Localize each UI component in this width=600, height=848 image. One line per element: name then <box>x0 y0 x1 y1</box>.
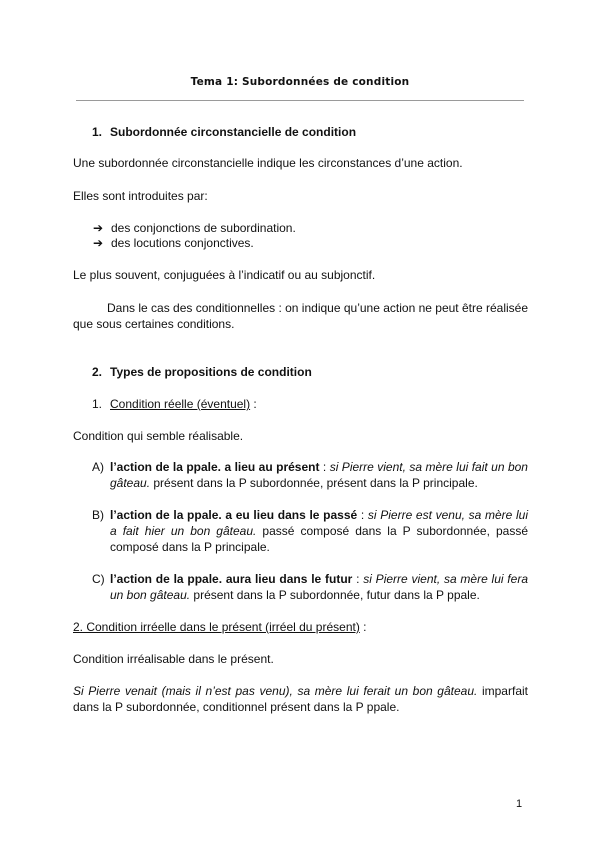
section-2-heading <box>92 364 547 380</box>
item-explanation: passé composé dans la P subordonnée, passé composé dans la P principale. <box>110 524 528 554</box>
section-1-number: 1. <box>92 125 103 139</box>
paragraph-definition: Une subordonnée circonstancielle indique les circonstances d’une action. <box>73 156 463 170</box>
document-title: Tema 1: Subordonnées de condition <box>190 76 410 88</box>
subsection-1-heading <box>92 396 547 412</box>
paragraph-unrealizable: Condition irréalisable dans le présent. <box>73 652 274 666</box>
item-explanation: présent dans la P subordonnée, futur dans la P ppale. <box>190 588 480 602</box>
section-2-number: 2. <box>92 365 103 379</box>
page-number: 1 <box>516 798 523 810</box>
subsection-1-colon: : <box>250 397 257 411</box>
item-sep: : <box>319 460 330 474</box>
paragraph-conditionnelles: Dans le cas des conditionnelles : on indique qu’une action ne peut être réalisée que sous certaines conditions. <box>73 301 528 331</box>
subsection-1-title: Condition réelle (éventuel) <box>110 397 251 411</box>
paragraph-introduced-by: Elles sont introduites par: <box>73 189 208 203</box>
item-example: si Pierre vient, sa mère lui fera un bon gâteau. <box>110 572 528 602</box>
arrow-icon: ➔ <box>93 236 104 250</box>
item-example: si Pierre est venu, sa mère lui a fait hier un bon gâteau. <box>110 508 529 538</box>
section-1-title: Subordonnée circonstancielle de condition <box>110 125 357 139</box>
item-sep: : <box>352 572 364 586</box>
paragraph-mood: Le plus souvent, conjuguées à l’indicatif ou au subjonctif. <box>73 268 376 282</box>
list-item <box>110 507 528 555</box>
bullet-text: des locutions conjonctives. <box>111 236 254 250</box>
bullet-text: des conjonctions de subordination. <box>111 221 296 235</box>
item-sep: : <box>357 508 368 522</box>
item-label: A) <box>92 460 104 474</box>
bullet-item <box>93 220 296 236</box>
item-label: B) <box>92 508 104 522</box>
arrow-icon: ➔ <box>93 221 104 235</box>
item-example: si Pierre vient, sa mère lui fait un bon gâteau. <box>110 460 528 490</box>
section-2-title: Types de propositions de condition <box>110 365 312 379</box>
list-item <box>110 571 528 603</box>
section-1-heading <box>92 124 547 140</box>
irreal-example: Si Pierre venait (mais il n’est pas venu), sa mère lui ferait un bon gâteau. <box>73 684 478 698</box>
paragraph-irreal-example <box>73 683 528 715</box>
irreal-explanation: imparfait dans la P subordonnée, conditionnel présent dans la P ppale. <box>73 684 528 714</box>
paragraph-realizable: Condition qui semble réalisable. <box>73 429 244 443</box>
item-rule: l’action de la ppale. aura lieu dans le futur <box>110 572 353 586</box>
subsection-2-title: 2. Condition irréelle dans le présent (irréel du présent) <box>73 620 360 634</box>
title-divider <box>76 100 524 101</box>
bullet-item <box>93 235 254 251</box>
subsection-2-heading <box>73 619 528 635</box>
subsection-1-number: 1. <box>92 397 103 411</box>
list-item <box>110 459 528 491</box>
item-rule: l’action de la ppale. a lieu au présent <box>110 460 320 474</box>
item-explanation: présent dans la P subordonnée, présent dans la P principale. <box>150 476 478 490</box>
item-label: C) <box>92 572 105 586</box>
subsection-2-colon: : <box>359 620 367 634</box>
item-rule: l’action de la ppale. a eu lieu dans le passé <box>110 508 358 522</box>
